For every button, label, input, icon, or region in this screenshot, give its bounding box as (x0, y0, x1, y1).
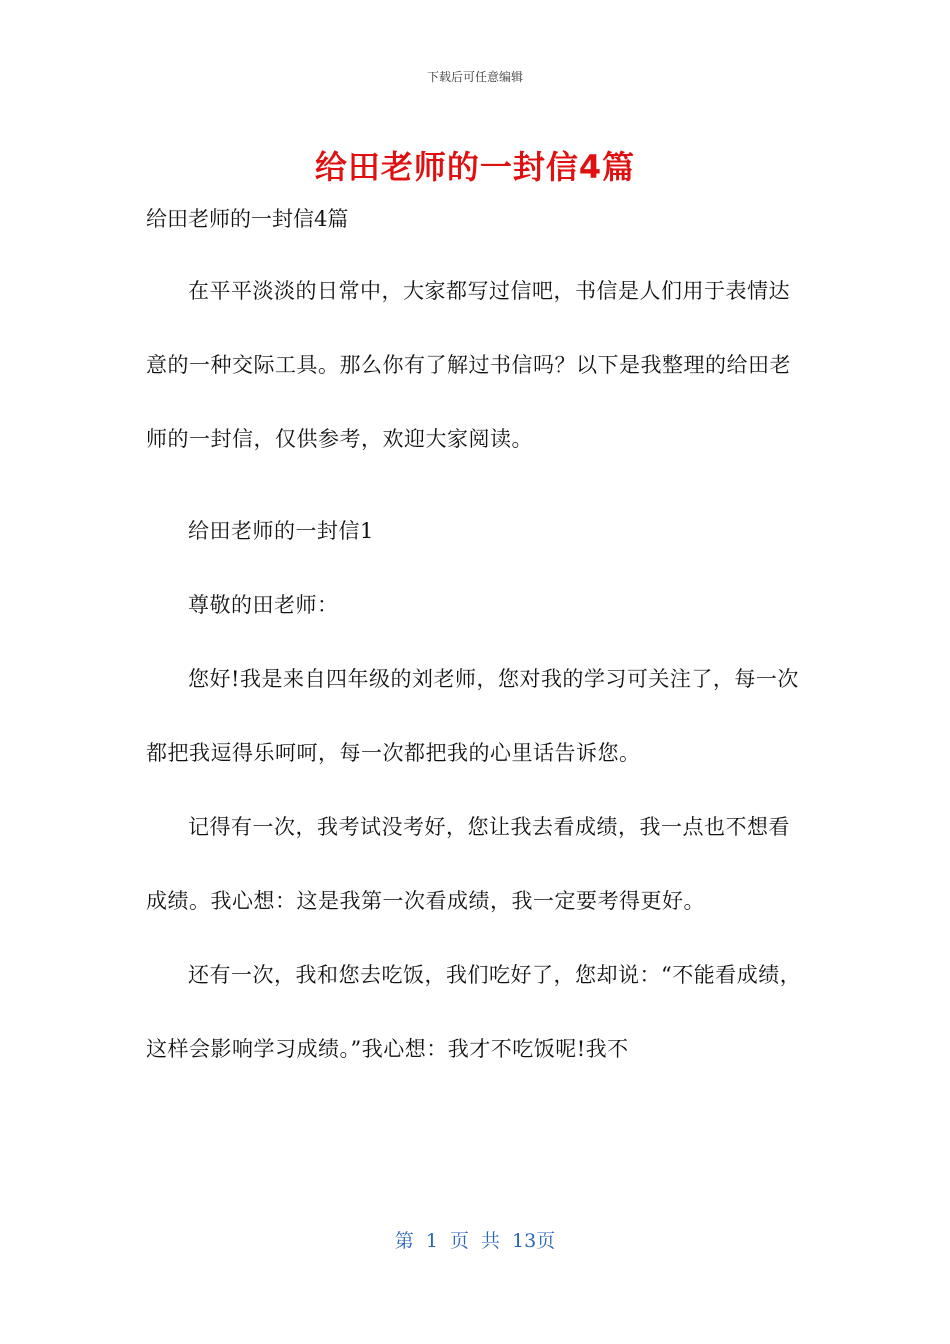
paragraph-meal: 还有一次，我和您去吃饭，我们吃好了，您却说：“不能看成绩，这样会影响学习成绩。”我心想：我才不吃饭呢!我不 (146, 963, 802, 1061)
paragraph-intro: 在平平淡淡的日常中，大家都写过信吧，书信是人们用于表情达意的一种交际工具。那么你有了解过书信吗？以下是我整理的给田老师的一封信，仅供参考，欢迎大家阅读。 (146, 279, 791, 451)
page-number-footer: 第 1 页 共 13页 (394, 1230, 556, 1252)
document-body (146, 200, 806, 1086)
paragraph-exam: 记得有一次，我考试没考好，您让我去看成绩，我一点也不想看成绩。我心想：这是我第一次看成绩，我一定要考得更好。 (146, 815, 790, 913)
paragraph-letter-heading: 给田老师的一封信1 (188, 519, 374, 543)
paragraph-salutation: 尊敬的田老师： (188, 593, 339, 617)
header-note: 下载后可任意编辑 (426, 70, 523, 84)
paragraph-greeting: 您好!我是来自四年级的刘老师，您对我的学习可关注了，每一次都把我逗得乐呵呵，每一次都把我的心里话告诉您。 (146, 667, 799, 765)
document-subtitle: 给田老师的一封信4篇 (146, 207, 349, 231)
document-title: 给田老师的一封信4篇 (314, 148, 636, 186)
